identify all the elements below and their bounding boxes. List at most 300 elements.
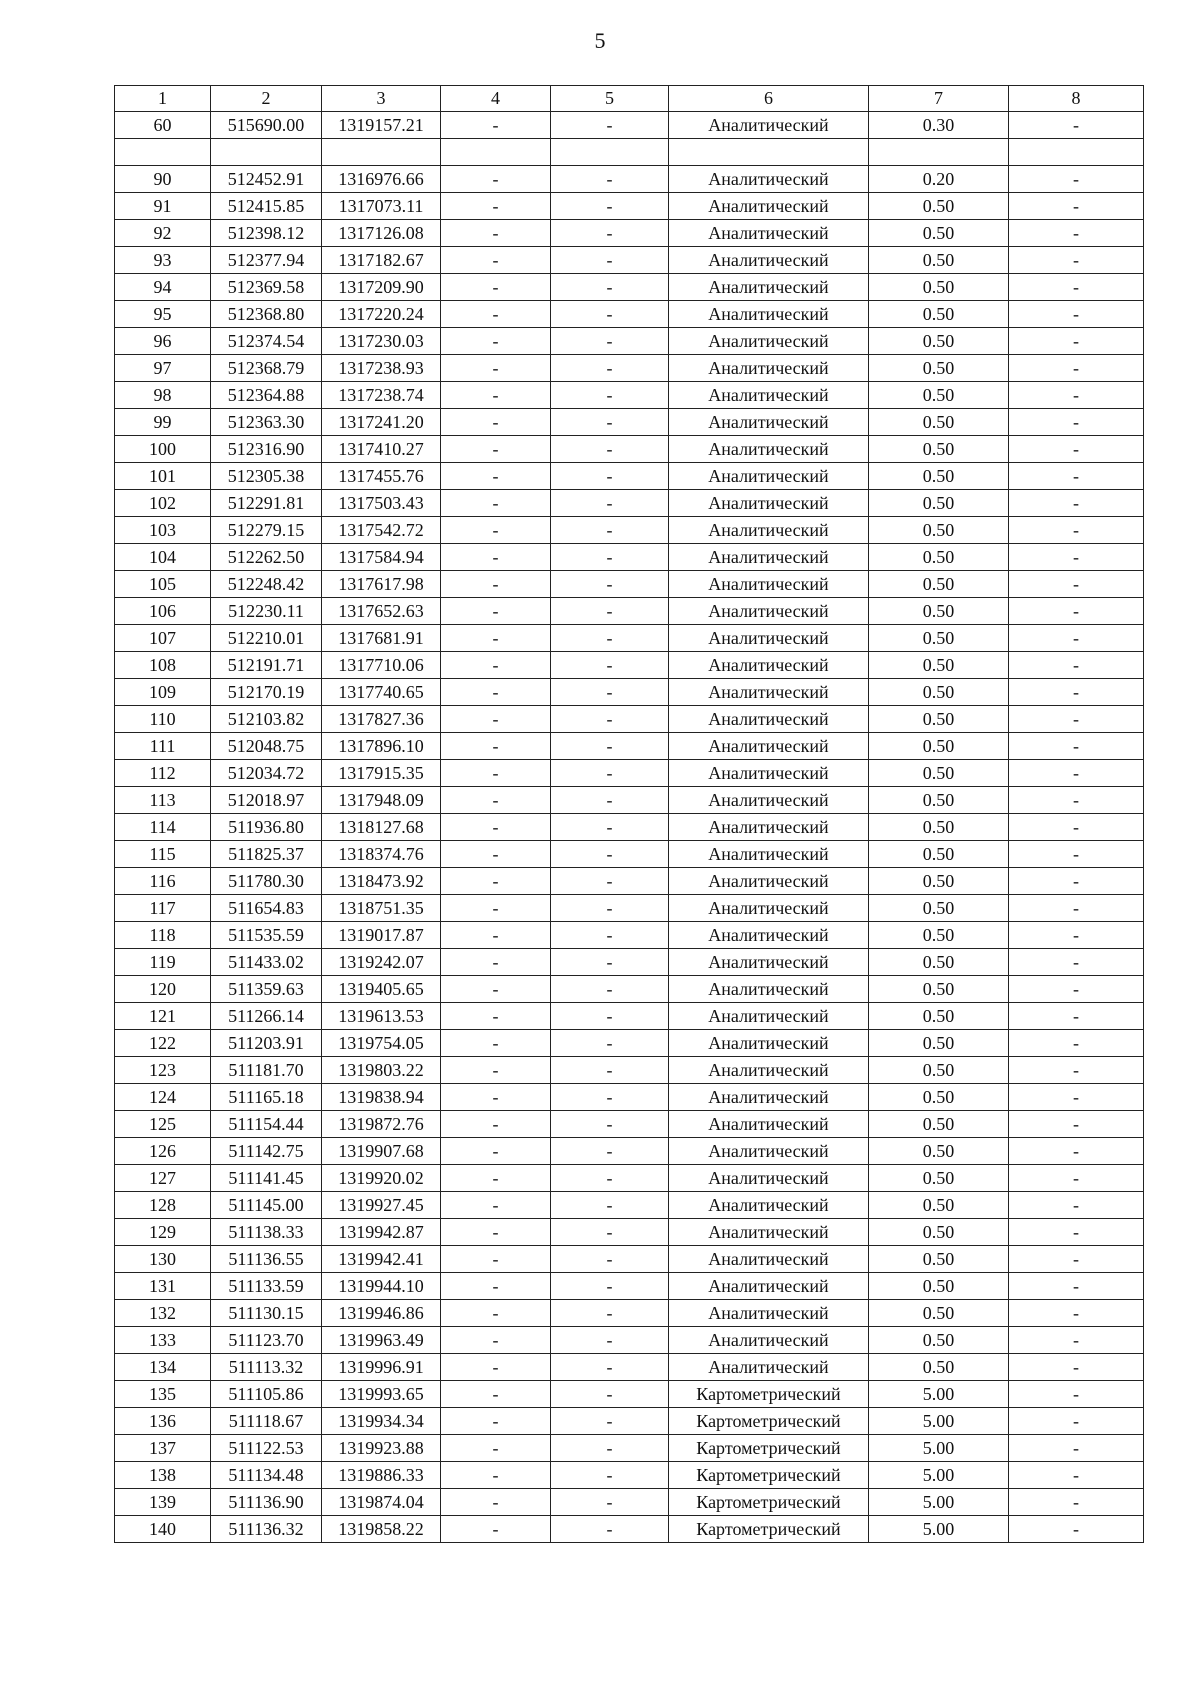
table-cell: 0.50 bbox=[869, 328, 1009, 355]
table-cell: 511936.80 bbox=[211, 814, 322, 841]
table-cell: - bbox=[1009, 1138, 1144, 1165]
table-cell: - bbox=[1009, 1030, 1144, 1057]
table-cell: 511181.70 bbox=[211, 1057, 322, 1084]
table-cell: 1317220.24 bbox=[322, 301, 441, 328]
table-cell: 1319996.91 bbox=[322, 1354, 441, 1381]
table-cell: - bbox=[551, 436, 669, 463]
table-cell: 512398.12 bbox=[211, 220, 322, 247]
table-cell: Аналитический bbox=[669, 1030, 869, 1057]
table-row bbox=[115, 220, 1144, 247]
table-cell: 116 bbox=[115, 868, 211, 895]
table-cell: - bbox=[551, 1273, 669, 1300]
table-cell: Аналитический bbox=[669, 1246, 869, 1273]
table-cell: 0.50 bbox=[869, 706, 1009, 733]
table-cell: - bbox=[441, 814, 551, 841]
table-cell: 0.50 bbox=[869, 625, 1009, 652]
column-header: 5 bbox=[551, 86, 669, 112]
table-cell: - bbox=[551, 814, 669, 841]
table-cell: 511113.32 bbox=[211, 1354, 322, 1381]
table-cell: - bbox=[1009, 166, 1144, 193]
table-cell: 0.50 bbox=[869, 760, 1009, 787]
table-cell: - bbox=[1009, 1003, 1144, 1030]
table-cell: - bbox=[441, 463, 551, 490]
table-cell: - bbox=[441, 1435, 551, 1462]
table-cell: 105 bbox=[115, 571, 211, 598]
table-cell: 511136.55 bbox=[211, 1246, 322, 1273]
table-cell: - bbox=[1009, 652, 1144, 679]
table-cell: - bbox=[551, 1030, 669, 1057]
table-cell: - bbox=[441, 544, 551, 571]
table-cell: 0.50 bbox=[869, 787, 1009, 814]
table-cell: Аналитический bbox=[669, 1165, 869, 1192]
table-cell: Аналитический bbox=[669, 1003, 869, 1030]
table-cell: - bbox=[551, 1408, 669, 1435]
table-cell: 511123.70 bbox=[211, 1327, 322, 1354]
table-cell: - bbox=[1009, 1435, 1144, 1462]
table-row bbox=[115, 1327, 1144, 1354]
table-cell: - bbox=[441, 1300, 551, 1327]
table-cell: 96 bbox=[115, 328, 211, 355]
table-cell: - bbox=[441, 868, 551, 895]
table-cell: - bbox=[551, 976, 669, 1003]
table-cell: 0.50 bbox=[869, 1219, 1009, 1246]
table-cell: - bbox=[551, 760, 669, 787]
table-cell: Аналитический bbox=[669, 841, 869, 868]
column-header: 4 bbox=[441, 86, 551, 112]
table-cell: 0.50 bbox=[869, 1165, 1009, 1192]
table-row bbox=[115, 1408, 1144, 1435]
table-cell: 511654.83 bbox=[211, 895, 322, 922]
table-cell: - bbox=[441, 1057, 551, 1084]
table-cell: - bbox=[441, 1165, 551, 1192]
table-cell: - bbox=[441, 409, 551, 436]
table-cell: 93 bbox=[115, 247, 211, 274]
table-cell: 109 bbox=[115, 679, 211, 706]
table-cell: - bbox=[441, 247, 551, 274]
table-cell bbox=[115, 139, 211, 166]
table-cell: 1319920.02 bbox=[322, 1165, 441, 1192]
table-cell: - bbox=[551, 679, 669, 706]
table-cell: - bbox=[1009, 1489, 1144, 1516]
table-cell: 126 bbox=[115, 1138, 211, 1165]
table-cell: 0.50 bbox=[869, 841, 1009, 868]
table-cell: 131 bbox=[115, 1273, 211, 1300]
table-cell: 0.50 bbox=[869, 1300, 1009, 1327]
page-number: 5 bbox=[594, 28, 606, 53]
table-cell: - bbox=[551, 1084, 669, 1111]
table-cell: Аналитический bbox=[669, 679, 869, 706]
table-cell: 511433.02 bbox=[211, 949, 322, 976]
table-cell: Аналитический bbox=[669, 409, 869, 436]
table-cell: - bbox=[1009, 1192, 1144, 1219]
table-cell: 511359.63 bbox=[211, 976, 322, 1003]
table-cell: - bbox=[1009, 193, 1144, 220]
table-cell: 102 bbox=[115, 490, 211, 517]
table-cell: 97 bbox=[115, 355, 211, 382]
table-cell: - bbox=[441, 598, 551, 625]
table-cell: - bbox=[551, 1354, 669, 1381]
table-cell: 5.00 bbox=[869, 1462, 1009, 1489]
table-cell: - bbox=[1009, 571, 1144, 598]
table-cell: - bbox=[441, 1327, 551, 1354]
table-row bbox=[115, 922, 1144, 949]
table-cell: - bbox=[551, 949, 669, 976]
table-cell: 511141.45 bbox=[211, 1165, 322, 1192]
table-cell: Аналитический bbox=[669, 1219, 869, 1246]
table-cell: 1317241.20 bbox=[322, 409, 441, 436]
table-cell bbox=[211, 139, 322, 166]
table-cell: 0.50 bbox=[869, 949, 1009, 976]
table-cell: - bbox=[441, 1084, 551, 1111]
table-cell: 512377.94 bbox=[211, 247, 322, 274]
table-cell: 511535.59 bbox=[211, 922, 322, 949]
table-cell: 138 bbox=[115, 1462, 211, 1489]
table-cell: Аналитический bbox=[669, 922, 869, 949]
table-cell: - bbox=[441, 220, 551, 247]
table-cell: - bbox=[1009, 922, 1144, 949]
table-cell: 0.50 bbox=[869, 544, 1009, 571]
table-cell: - bbox=[1009, 733, 1144, 760]
table-row bbox=[115, 1273, 1144, 1300]
table-cell: 1317126.08 bbox=[322, 220, 441, 247]
table-cell: 1319923.88 bbox=[322, 1435, 441, 1462]
table-cell: 133 bbox=[115, 1327, 211, 1354]
table-row bbox=[115, 1516, 1144, 1543]
table-cell: - bbox=[441, 436, 551, 463]
table-row bbox=[115, 1084, 1144, 1111]
table-cell: 1317455.76 bbox=[322, 463, 441, 490]
table-cell: 511780.30 bbox=[211, 868, 322, 895]
table-cell: - bbox=[1009, 112, 1144, 139]
table-row bbox=[115, 895, 1144, 922]
table-cell: - bbox=[1009, 706, 1144, 733]
table-cell: Аналитический bbox=[669, 571, 869, 598]
table-cell: 1317542.72 bbox=[322, 517, 441, 544]
table-cell: Картометрический bbox=[669, 1381, 869, 1408]
table-row bbox=[115, 1030, 1144, 1057]
table-cell: 511122.53 bbox=[211, 1435, 322, 1462]
table-cell: - bbox=[1009, 625, 1144, 652]
table-cell: - bbox=[551, 1462, 669, 1489]
table-row bbox=[115, 409, 1144, 436]
table-cell: Аналитический bbox=[669, 895, 869, 922]
table-cell: 512364.88 bbox=[211, 382, 322, 409]
table-cell: 135 bbox=[115, 1381, 211, 1408]
table-cell: Аналитический bbox=[669, 517, 869, 544]
table-cell: 1317948.09 bbox=[322, 787, 441, 814]
table-cell: 1319927.45 bbox=[322, 1192, 441, 1219]
table-cell: 512452.91 bbox=[211, 166, 322, 193]
table-cell: 512368.80 bbox=[211, 301, 322, 328]
table-cell: - bbox=[1009, 436, 1144, 463]
table-row bbox=[115, 463, 1144, 490]
table-cell: Аналитический bbox=[669, 1327, 869, 1354]
table-cell: 103 bbox=[115, 517, 211, 544]
column-header: 2 bbox=[211, 86, 322, 112]
table-row bbox=[115, 1462, 1144, 1489]
table-cell: - bbox=[441, 1219, 551, 1246]
table-cell: 1319934.34 bbox=[322, 1408, 441, 1435]
table-cell: 124 bbox=[115, 1084, 211, 1111]
table-cell: Аналитический bbox=[669, 193, 869, 220]
table-cell: Аналитический bbox=[669, 706, 869, 733]
table-cell: 125 bbox=[115, 1111, 211, 1138]
table-cell: 512305.38 bbox=[211, 463, 322, 490]
table-row bbox=[115, 652, 1144, 679]
table-cell: Аналитический bbox=[669, 382, 869, 409]
table-cell: 5.00 bbox=[869, 1381, 1009, 1408]
table-cell: - bbox=[551, 1246, 669, 1273]
table-cell: Аналитический bbox=[669, 490, 869, 517]
table-cell: 512048.75 bbox=[211, 733, 322, 760]
table-cell: 512170.19 bbox=[211, 679, 322, 706]
table-cell: 0.50 bbox=[869, 1111, 1009, 1138]
table-row bbox=[115, 193, 1144, 220]
table-cell: - bbox=[551, 193, 669, 220]
table-cell: - bbox=[1009, 274, 1144, 301]
table-cell: - bbox=[441, 841, 551, 868]
table-cell: 511142.75 bbox=[211, 1138, 322, 1165]
column-header: 7 bbox=[869, 86, 1009, 112]
table-cell: 1317710.06 bbox=[322, 652, 441, 679]
table-cell: 0.20 bbox=[869, 166, 1009, 193]
table-cell: 1317182.67 bbox=[322, 247, 441, 274]
table-cell: 104 bbox=[115, 544, 211, 571]
table-cell: 0.50 bbox=[869, 355, 1009, 382]
table-cell: Аналитический bbox=[669, 355, 869, 382]
table-cell: 511130.15 bbox=[211, 1300, 322, 1327]
table-cell: - bbox=[441, 976, 551, 1003]
table-cell: 120 bbox=[115, 976, 211, 1003]
table-row bbox=[115, 328, 1144, 355]
table-row bbox=[115, 1192, 1144, 1219]
table-cell: 0.50 bbox=[869, 814, 1009, 841]
table-cell: - bbox=[1009, 382, 1144, 409]
table-cell: 0.50 bbox=[869, 1192, 1009, 1219]
table-cell: - bbox=[1009, 679, 1144, 706]
table-cell: - bbox=[441, 490, 551, 517]
table-cell: 515690.00 bbox=[211, 112, 322, 139]
table-cell: 511105.86 bbox=[211, 1381, 322, 1408]
table-cell: - bbox=[551, 1516, 669, 1543]
table-cell: - bbox=[551, 706, 669, 733]
table-cell: 512368.79 bbox=[211, 355, 322, 382]
table-cell: 122 bbox=[115, 1030, 211, 1057]
table-cell: 1319942.87 bbox=[322, 1219, 441, 1246]
table-cell: - bbox=[551, 841, 669, 868]
table-cell: - bbox=[1009, 1516, 1144, 1543]
table-cell: Аналитический bbox=[669, 274, 869, 301]
table-row bbox=[115, 571, 1144, 598]
table-cell: - bbox=[441, 571, 551, 598]
table-cell: 121 bbox=[115, 1003, 211, 1030]
table-cell: Картометрический bbox=[669, 1408, 869, 1435]
table-cell: 1317073.11 bbox=[322, 193, 441, 220]
table-cell: 111 bbox=[115, 733, 211, 760]
table-cell: 117 bbox=[115, 895, 211, 922]
table-cell: 128 bbox=[115, 1192, 211, 1219]
table-cell: - bbox=[1009, 490, 1144, 517]
table-cell: - bbox=[1009, 1165, 1144, 1192]
table-cell: - bbox=[1009, 598, 1144, 625]
table-cell: 511134.48 bbox=[211, 1462, 322, 1489]
table-cell: 0.50 bbox=[869, 382, 1009, 409]
table-cell: - bbox=[1009, 760, 1144, 787]
table-cell: 0.50 bbox=[869, 1354, 1009, 1381]
table-cell: 113 bbox=[115, 787, 211, 814]
column-header: 8 bbox=[1009, 86, 1144, 112]
table-cell: - bbox=[441, 301, 551, 328]
table-cell: 112 bbox=[115, 760, 211, 787]
table-cell: 0.50 bbox=[869, 1030, 1009, 1057]
table-cell: 1317584.94 bbox=[322, 544, 441, 571]
table-cell: 512316.90 bbox=[211, 436, 322, 463]
table-cell: 1319754.05 bbox=[322, 1030, 441, 1057]
table-cell: Аналитический bbox=[669, 247, 869, 274]
table-row bbox=[115, 1300, 1144, 1327]
table-cell: 1319803.22 bbox=[322, 1057, 441, 1084]
table-cell: 1318127.68 bbox=[322, 814, 441, 841]
table-cell: 1319946.86 bbox=[322, 1300, 441, 1327]
table-cell: 98 bbox=[115, 382, 211, 409]
table-cell: - bbox=[551, 1300, 669, 1327]
table-cell: 100 bbox=[115, 436, 211, 463]
table-cell: 512230.11 bbox=[211, 598, 322, 625]
table-cell: 1317238.93 bbox=[322, 355, 441, 382]
table-cell: - bbox=[441, 1381, 551, 1408]
table-cell: Картометрический bbox=[669, 1462, 869, 1489]
table-cell: Аналитический bbox=[669, 1084, 869, 1111]
table-cell: 1317410.27 bbox=[322, 436, 441, 463]
table-cell: 512103.82 bbox=[211, 706, 322, 733]
table-cell: - bbox=[1009, 544, 1144, 571]
table-cell: 512291.81 bbox=[211, 490, 322, 517]
table-cell bbox=[441, 139, 551, 166]
table-cell: 1319242.07 bbox=[322, 949, 441, 976]
table-cell: 0.50 bbox=[869, 895, 1009, 922]
table-cell: 134 bbox=[115, 1354, 211, 1381]
table-body bbox=[115, 86, 1144, 1543]
table-cell: 511138.33 bbox=[211, 1219, 322, 1246]
table-cell: Картометрический bbox=[669, 1516, 869, 1543]
table-cell: - bbox=[1009, 1327, 1144, 1354]
table-cell: - bbox=[441, 733, 551, 760]
table-cell: - bbox=[1009, 1273, 1144, 1300]
table-row bbox=[115, 1381, 1144, 1408]
table-row bbox=[115, 301, 1144, 328]
table-cell: 1319942.41 bbox=[322, 1246, 441, 1273]
table-cell: 0.50 bbox=[869, 1327, 1009, 1354]
table-row bbox=[115, 598, 1144, 625]
table-cell: 512262.50 bbox=[211, 544, 322, 571]
table-cell: - bbox=[441, 895, 551, 922]
table-cell: - bbox=[551, 1003, 669, 1030]
table-cell: 0.50 bbox=[869, 868, 1009, 895]
table-cell: - bbox=[441, 166, 551, 193]
table-cell: 0.50 bbox=[869, 247, 1009, 274]
table-row bbox=[115, 1138, 1144, 1165]
table-cell: - bbox=[551, 1057, 669, 1084]
table-cell: 511118.67 bbox=[211, 1408, 322, 1435]
table-cell: Аналитический bbox=[669, 976, 869, 1003]
table-cell: 0.50 bbox=[869, 1246, 1009, 1273]
table-cell: - bbox=[551, 220, 669, 247]
table-cell bbox=[551, 139, 669, 166]
table-row bbox=[115, 382, 1144, 409]
table-cell: 1319907.68 bbox=[322, 1138, 441, 1165]
table-cell: - bbox=[441, 652, 551, 679]
table-cell bbox=[1009, 139, 1144, 166]
table-row bbox=[115, 274, 1144, 301]
table-cell: 512363.30 bbox=[211, 409, 322, 436]
table-cell: - bbox=[441, 1246, 551, 1273]
table-cell: - bbox=[551, 1219, 669, 1246]
table-cell: 0.50 bbox=[869, 1084, 1009, 1111]
table-cell: - bbox=[441, 517, 551, 544]
table-cell: 0.50 bbox=[869, 922, 1009, 949]
table-cell: - bbox=[1009, 1462, 1144, 1489]
table-cell: - bbox=[1009, 949, 1144, 976]
table-cell: - bbox=[1009, 841, 1144, 868]
table-row bbox=[115, 679, 1144, 706]
table-cell: - bbox=[441, 922, 551, 949]
table-cell: - bbox=[1009, 301, 1144, 328]
table-cell: 0.50 bbox=[869, 301, 1009, 328]
table-row bbox=[115, 166, 1144, 193]
table-row bbox=[115, 247, 1144, 274]
table-cell: - bbox=[551, 328, 669, 355]
column-header: 3 bbox=[322, 86, 441, 112]
table-cell: - bbox=[1009, 895, 1144, 922]
table-cell: - bbox=[441, 706, 551, 733]
table-cell: 512374.54 bbox=[211, 328, 322, 355]
table-cell: 0.50 bbox=[869, 652, 1009, 679]
table-row bbox=[115, 1003, 1144, 1030]
table-cell: - bbox=[1009, 1084, 1144, 1111]
column-header: 6 bbox=[669, 86, 869, 112]
table-row bbox=[115, 112, 1144, 139]
table-cell: 0.50 bbox=[869, 517, 1009, 544]
table-row bbox=[115, 1057, 1144, 1084]
table-row bbox=[115, 139, 1144, 166]
table-cell: Аналитический bbox=[669, 652, 869, 679]
table-cell: 129 bbox=[115, 1219, 211, 1246]
table-cell: 139 bbox=[115, 1489, 211, 1516]
table-row bbox=[115, 760, 1144, 787]
table-cell: - bbox=[441, 1111, 551, 1138]
table-cell: 0.30 bbox=[869, 112, 1009, 139]
table-cell: - bbox=[441, 1273, 551, 1300]
table-cell: - bbox=[1009, 1354, 1144, 1381]
table-cell: Аналитический bbox=[669, 463, 869, 490]
table-cell: 127 bbox=[115, 1165, 211, 1192]
table-cell: 119 bbox=[115, 949, 211, 976]
table-cell: 512279.15 bbox=[211, 517, 322, 544]
table-cell: 512415.85 bbox=[211, 193, 322, 220]
table-cell: - bbox=[551, 652, 669, 679]
table-cell: - bbox=[1009, 1219, 1144, 1246]
table-cell: 0.50 bbox=[869, 1057, 1009, 1084]
table-cell: 106 bbox=[115, 598, 211, 625]
table-cell: - bbox=[441, 382, 551, 409]
table-cell bbox=[869, 139, 1009, 166]
table-cell: 1319944.10 bbox=[322, 1273, 441, 1300]
table-cell: - bbox=[551, 598, 669, 625]
table-cell: - bbox=[1009, 517, 1144, 544]
table-cell: 0.50 bbox=[869, 976, 1009, 1003]
table-cell: - bbox=[441, 112, 551, 139]
table-cell: - bbox=[551, 463, 669, 490]
